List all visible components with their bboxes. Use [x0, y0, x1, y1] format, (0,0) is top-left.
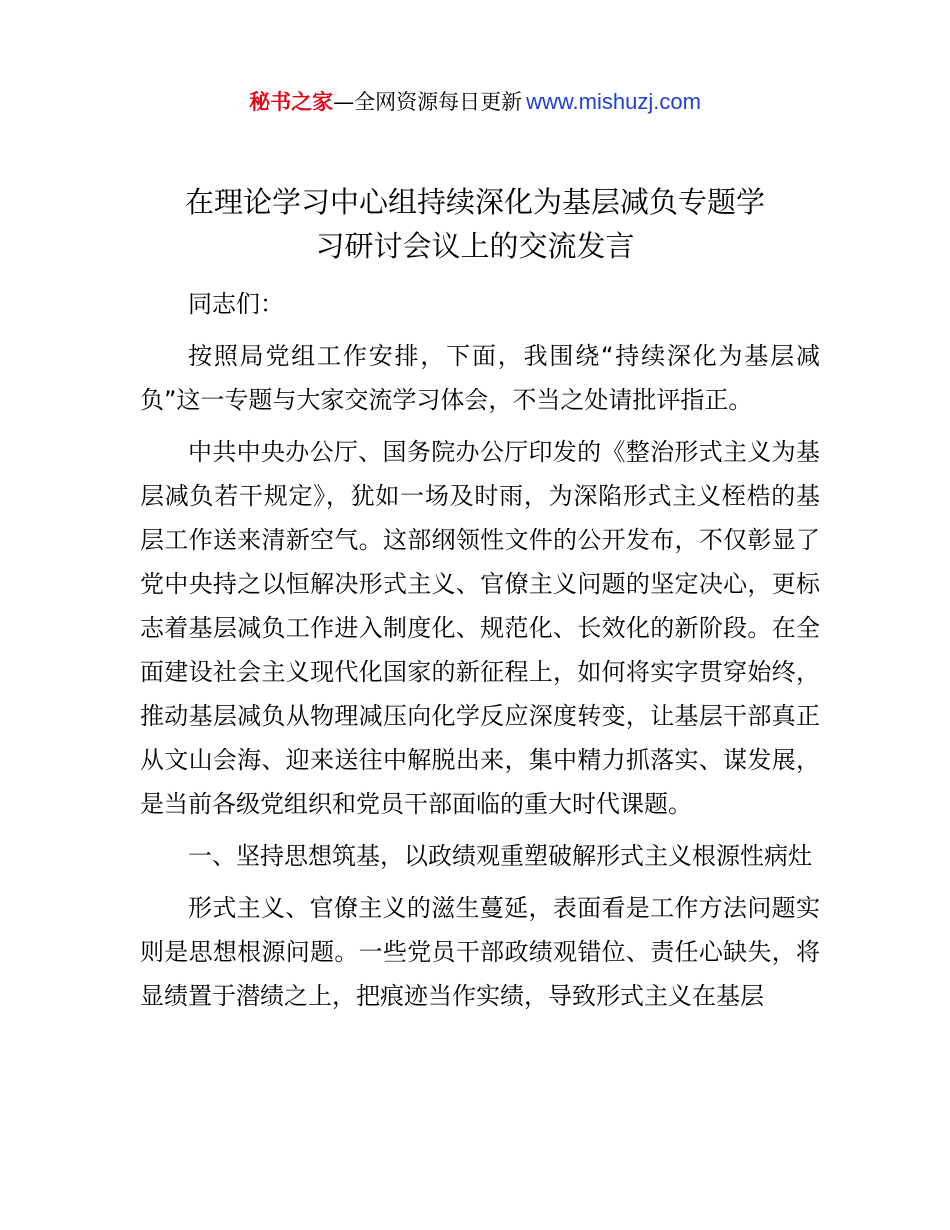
document-title [120, 180, 830, 268]
document-title-line-2: 习研讨会议上的交流发言 [315, 229, 635, 263]
section-1-paragraph: 形式主义、官僚主义的滋生蔓延，表面看是工作方法问题实则是思想根源问题。一些党员干部政绩观错位、责任心缺失，将显绩置于潜绩之上，把痕迹当作实绩，导致形式主义在基层 [140, 894, 820, 1010]
section-heading-1: 一、坚持思想筑基，以政绩观重塑破解形式主义根源性病灶 [188, 842, 812, 870]
site-header [0, 86, 950, 118]
header-tagline: —全网资源每日更新 [333, 90, 523, 114]
document-title-line-1: 在理论学习中心组持续深化为基层减负专题学 [184, 185, 765, 219]
document-body [140, 282, 820, 1026]
site-url-link[interactable]: www.mishuzj.com [526, 89, 701, 114]
background-paragraph: 中共中央办公厅、国务院办公厅印发的《整治形式主义为基层减负若干规定》，犹如一场及时雨，为深陷形式主义桎梏的基层工作送来清新空气。这部纲领性文件的公开发布，不仅彰显了党中央持之以恒解决形式主义、官僚主义问题的坚定决心，更标志着基层减负工作进入制度化、规范化、长效化的新阶段。在全面建设社会主义现代化国家的新征程上，如何将实字贯穿始终，推动基层减负从物理减压向化学反应深度转变，让基层干部真正从文山会海、迎来送往中解脱出来，集中精力抓落实、谋发展，是当前各级党组织和党员干部面临的重大时代课题。 [140, 438, 820, 818]
intro-paragraph: 按照局党组工作安排，下面，我围绕“持续深化为基层减负”这一专题与大家交流学习体会，不当之处请批评指正。 [140, 342, 820, 414]
brand-name: 秘书之家 [249, 90, 334, 114]
salutation: 同志们： [188, 290, 284, 318]
